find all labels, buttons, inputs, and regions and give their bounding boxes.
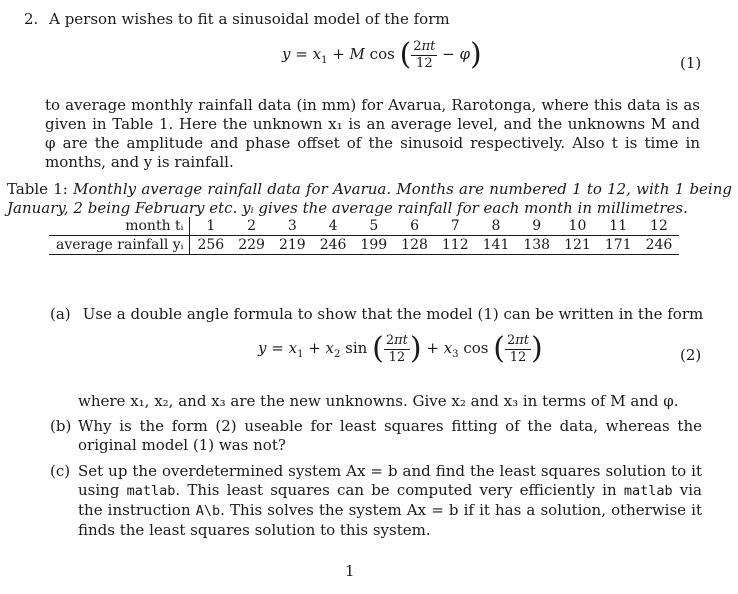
- rainfall-table-wrapper: [49, 217, 679, 255]
- month-cell: 10: [568, 218, 587, 234]
- rainfall-cell: 121: [557, 236, 598, 255]
- part-b-text: Why is the form (2) useable for least squares fitting of the data, whereas the original model (1) was not?: [78, 417, 702, 454]
- rainfall-table: [49, 217, 679, 255]
- month-cell: 6: [410, 218, 419, 234]
- month-cell: 1: [206, 218, 216, 234]
- part-a-after-text: where x₁, x₂, and x₃ are the new unknowns. Give x₂ and x₃ in terms of M and φ.: [78, 392, 679, 410]
- month-cell: 11: [609, 218, 628, 234]
- table-caption: [7, 180, 732, 218]
- rainfall-cell: 219: [272, 236, 313, 255]
- month-cell: 3: [287, 218, 297, 234]
- part-c-code-backslash: A\b: [195, 503, 221, 519]
- table-row-months: [49, 217, 679, 236]
- month-cell: 12: [650, 218, 668, 234]
- part-c-code-matlab-1: matlab: [126, 483, 176, 499]
- page-number: 1: [345, 562, 355, 580]
- month-cell: 2: [247, 218, 257, 234]
- table-caption-label: Table 1:: [7, 180, 68, 198]
- rainfall-cell: 229: [231, 236, 272, 255]
- month-cell: 7: [450, 218, 460, 234]
- rainfall-cell: 128: [394, 236, 435, 255]
- table-caption-text: Monthly average rainfall data for Avarua. Months are numbered 1 to 12, with 1 being January, 2 being February etc. yᵢ gives the average rainfall for each month in millimetres.: [7, 180, 732, 217]
- part-c: [50, 462, 702, 540]
- problem-paragraph: [45, 96, 700, 172]
- row-header-month: month tᵢ: [49, 217, 190, 236]
- month-cell: 4: [328, 218, 338, 234]
- part-c-text-4: . This solves the system Ax = b if it has a solution, otherwise it finds the least squares solution to this system.: [78, 501, 702, 539]
- problem-header: [24, 10, 450, 28]
- rainfall-cell: 138: [516, 236, 557, 255]
- part-a-after: [78, 392, 703, 411]
- problem-number: 2.: [24, 10, 39, 28]
- part-a: [50, 305, 710, 323]
- table-row-rainfall: [49, 236, 679, 255]
- rainfall-cell: 199: [353, 236, 394, 255]
- rainfall-cell: 112: [435, 236, 476, 255]
- part-a-text: Use a double angle formula to show that the model (1) can be written in the form: [82, 305, 704, 323]
- rainfall-cell: 246: [313, 236, 354, 255]
- part-c-text-2: . This least squares can be computed very efficiently in: [175, 481, 617, 499]
- month-cell: 8: [491, 218, 501, 234]
- row-header-rainfall: average rainfall yᵢ: [49, 236, 190, 255]
- month-cell: 9: [532, 218, 542, 234]
- equation-1: $y = x_1 + M$ cos ( $\frac{2\pi t}{12}$ − φ): [282, 37, 482, 73]
- equation-1-number: (1): [680, 54, 702, 72]
- month-cell: 5: [369, 218, 379, 234]
- problem-intro: A person wishes to fit a sinusoidal model of the form: [49, 10, 450, 28]
- part-c-text-3: via the instruction: [78, 481, 702, 519]
- rainfall-cell: 246: [639, 236, 680, 255]
- part-c-text: [78, 462, 702, 540]
- equation-2: $y = x_1 + x_2$ sin ( $\frac{2\pi t}{12}$ ) + $x_3$ cos ( $\frac{2\pi t}{12}$ ): [258, 331, 543, 367]
- equation-2-number: (2): [680, 346, 702, 364]
- part-c-code-matlab-2: matlab: [623, 483, 673, 499]
- part-b: [50, 417, 702, 455]
- rainfall-cell: 141: [476, 236, 517, 255]
- part-c-label: (c): [50, 462, 71, 480]
- rainfall-cell: 256: [190, 236, 231, 255]
- problem-paragraph-text: to average monthly rainfall data (in mm) for Avarua, Rarotonga, where this data is as given in Table 1. Here the unknown x₁ is an average level, and the unknowns M and φ are the amplitude and phase offset of the sinusoid respectively. Also t is time in months, and y is rainfall.: [45, 96, 700, 171]
- part-b-label: (b): [50, 417, 72, 435]
- part-c-text-1: Set up the overdetermined system Ax = b and find the least squares solution to it using: [78, 462, 702, 499]
- part-a-label: (a): [50, 305, 71, 323]
- rainfall-cell: 171: [598, 236, 639, 255]
